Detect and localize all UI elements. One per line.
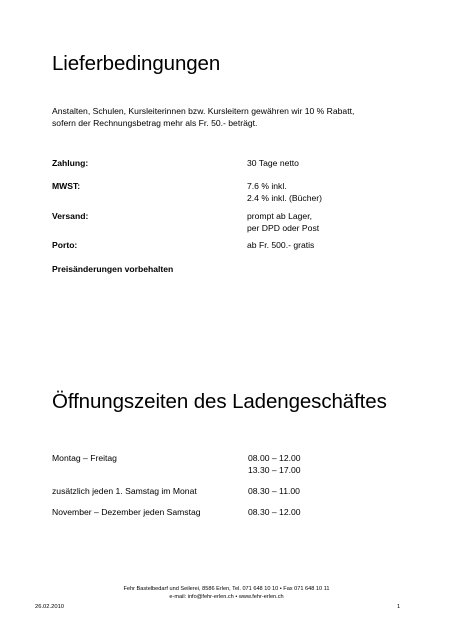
- term-value: [247, 240, 314, 252]
- hours-days: Montag – Freitag: [52, 453, 117, 463]
- page-number: 1: [397, 604, 401, 610]
- footer-contact-line: e-mail: info@fehr-erlen.ch • www.fehr-erlen.ch: [169, 594, 284, 600]
- heading-opening-hours: Öffnungszeiten des Ladengeschäftes: [52, 390, 387, 413]
- discount-line-1: Anstalten, Schulen, Kursleiterinnen bzw. Kursleitern gewähren wir 10 % Rabatt,: [52, 106, 355, 116]
- price-change-note: Preisänderungen vorbehalten: [52, 264, 174, 274]
- term-label: Versand:: [52, 211, 89, 221]
- term-label: Porto:: [52, 240, 78, 250]
- heading-delivery-terms: Lieferbedingungen: [52, 52, 221, 75]
- hours-times: [248, 486, 300, 498]
- hours-time-line: 13.30 – 17.00: [248, 464, 301, 475]
- hours-time-line: 08.30 – 12.00: [248, 507, 301, 517]
- footer-company-line: Fehr Bastelbedarf und Seilerei, 8586 Erlen, Tel. 071 648 10 10 • Fax 071 648 10 11: [123, 586, 330, 592]
- term-label: MWST:: [52, 181, 81, 191]
- term-label: Zahlung:: [52, 158, 89, 168]
- term-value: [247, 181, 322, 204]
- footer-date: 26.02.2010: [35, 604, 65, 610]
- term-value-line: prompt ab Lager,: [247, 211, 312, 221]
- term-value-line: per DPD oder Post: [247, 222, 320, 233]
- term-value-line: 2.4 % inkl. (Bücher): [247, 192, 322, 203]
- hours-time-line: 08.00 – 12.00: [248, 453, 301, 463]
- term-value: [247, 211, 319, 234]
- hours-times: [248, 453, 301, 476]
- hours-time-line: 08.30 – 11.00: [248, 486, 300, 496]
- term-value-line: 30 Tage netto: [247, 158, 299, 168]
- hours-times: [248, 507, 301, 519]
- discount-paragraph: [52, 105, 412, 129]
- discount-line-2: sofern der Rechnungsbetrag mehr als Fr. 50.- beträgt.: [52, 118, 258, 128]
- term-value: [247, 158, 299, 170]
- term-value-line: ab Fr. 500.- gratis: [247, 240, 315, 250]
- term-value-line: 7.6 % inkl.: [247, 181, 287, 191]
- hours-days: zusätzlich jeden 1. Samstag im Monat: [52, 486, 197, 496]
- hours-days: November – Dezember jeden Samstag: [52, 507, 201, 517]
